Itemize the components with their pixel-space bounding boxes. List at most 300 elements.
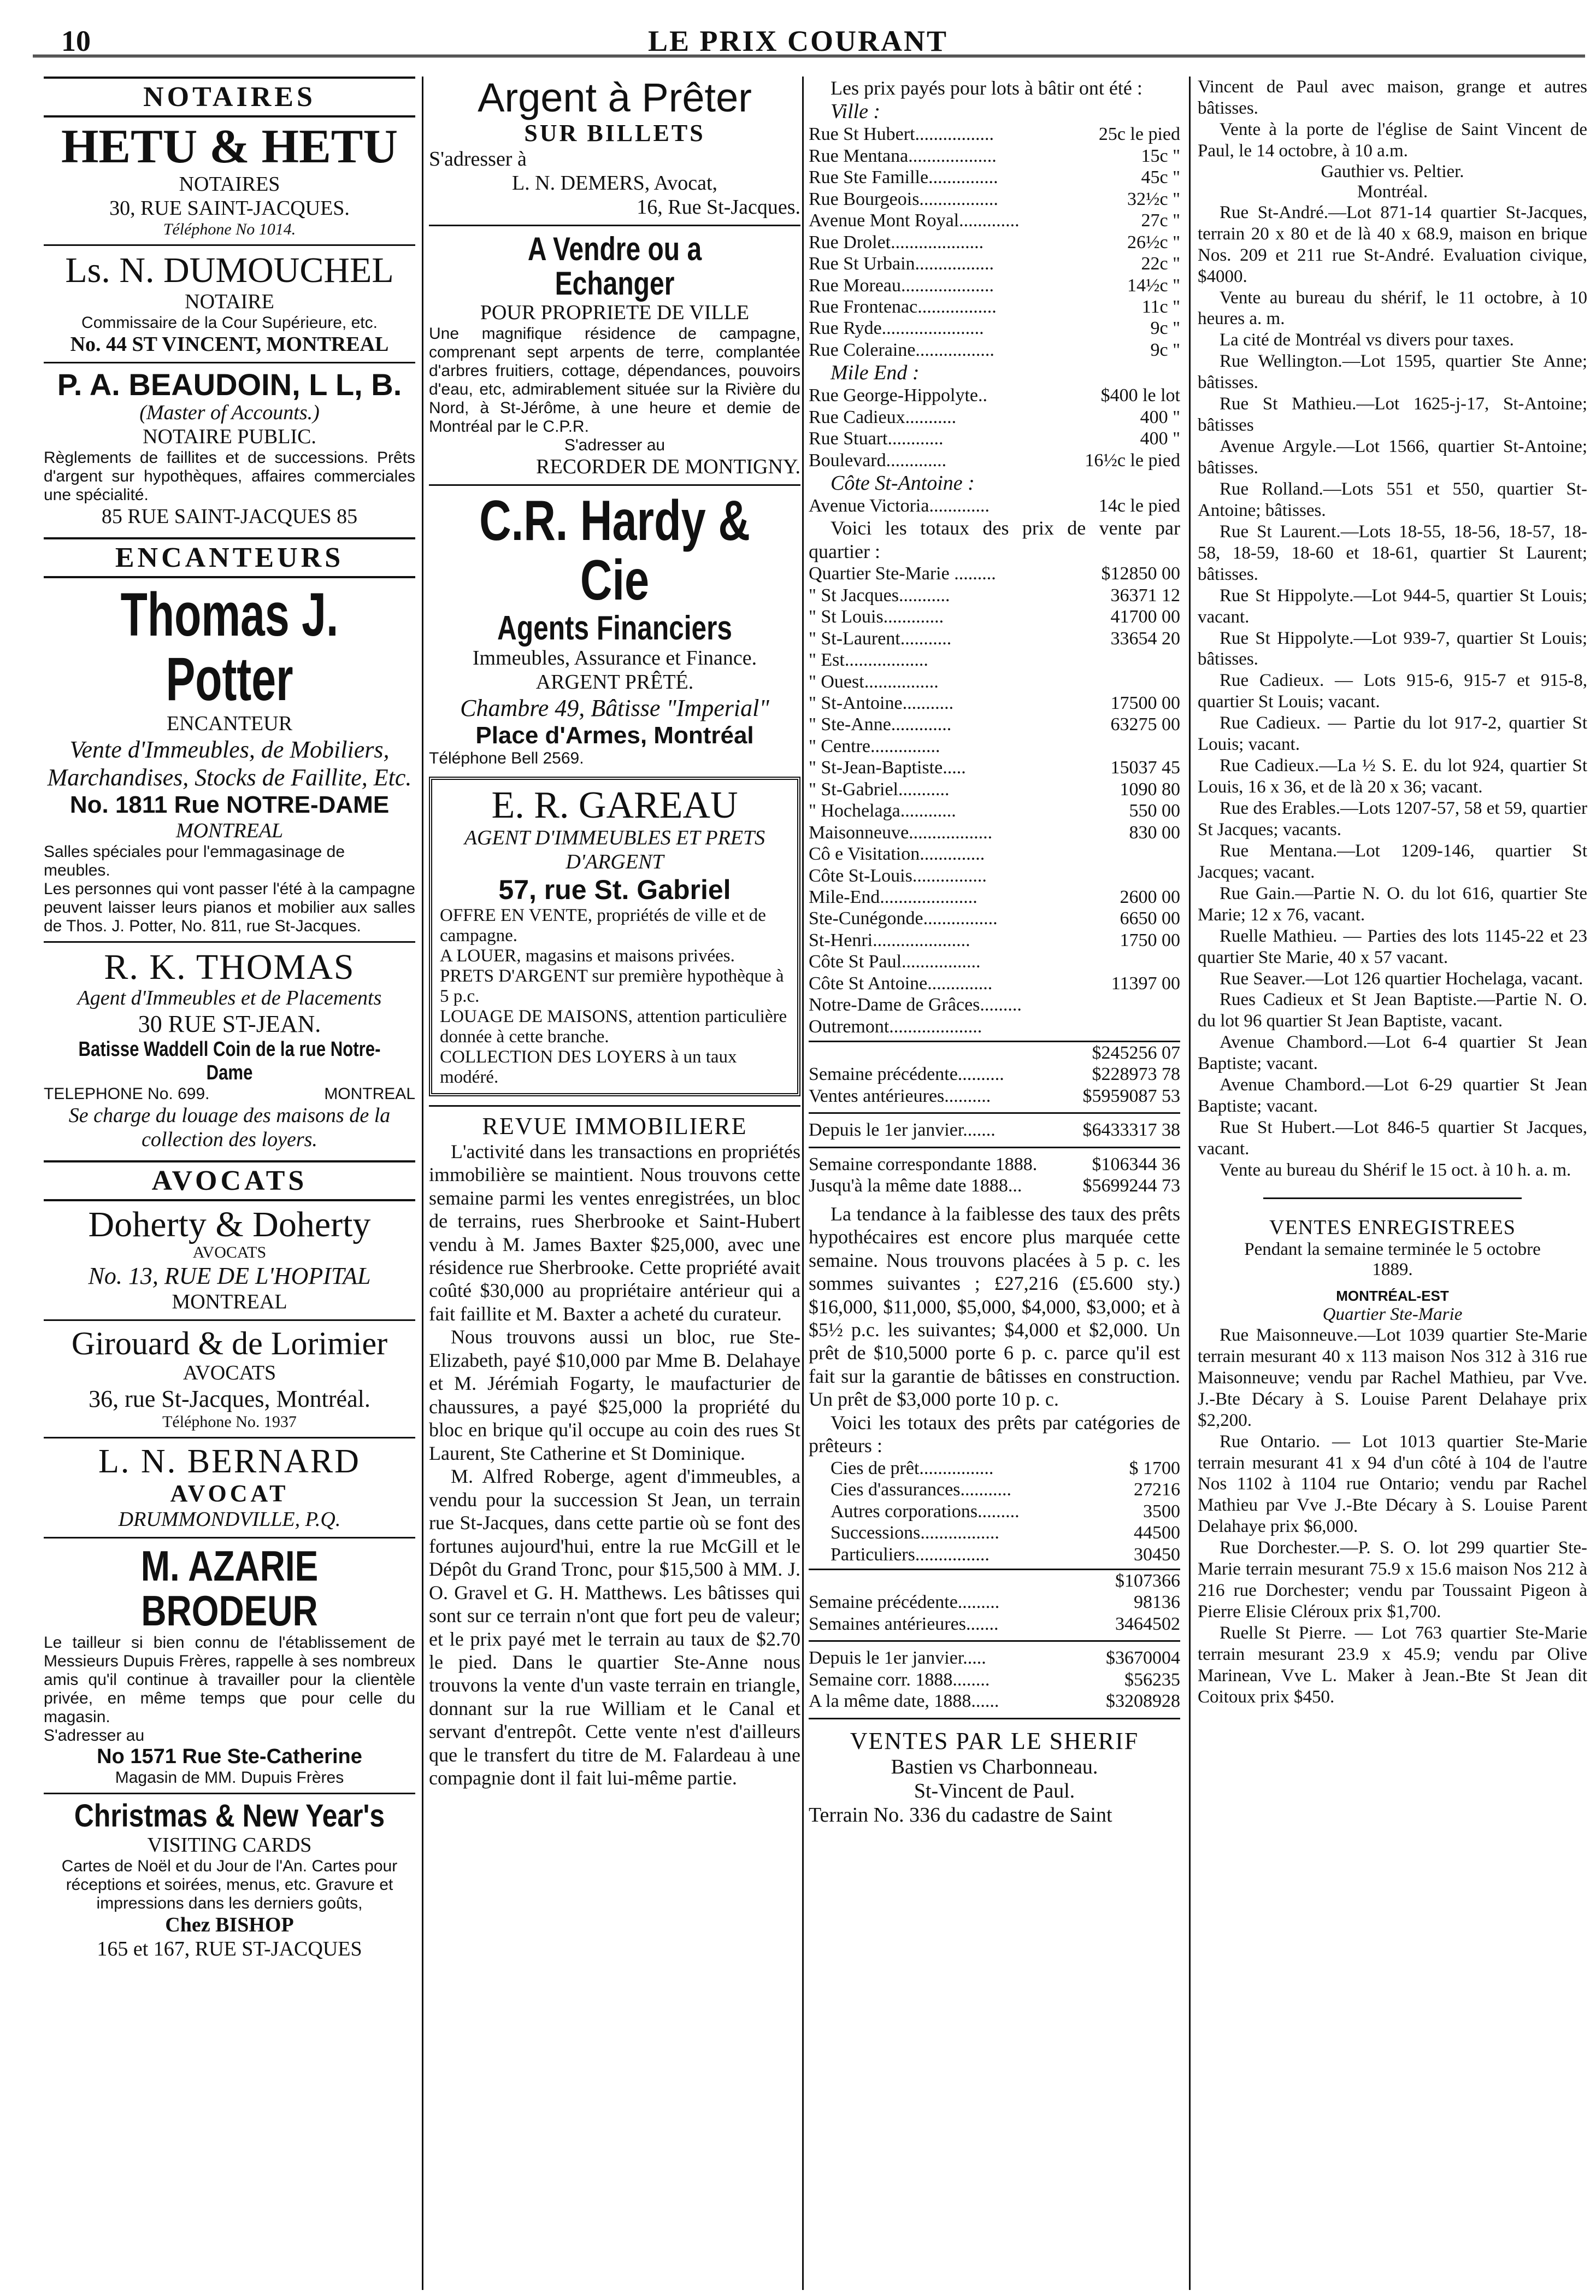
ad-text: AVOCAT [170, 1480, 289, 1507]
table-cell-label: " Ouest................ [809, 671, 939, 692]
table-row [809, 822, 1180, 843]
table-row [809, 189, 1180, 210]
table-cell-label: Outremont.................... [809, 1016, 982, 1037]
article-text: Montréal. [1357, 181, 1428, 202]
table-label: Côte St-Antoine : [831, 472, 975, 495]
ad-text: 30 RUE ST-JEAN. [138, 1010, 321, 1037]
table-cell-value: 11397 00 [1111, 973, 1180, 994]
divider [429, 225, 800, 226]
ad-text: NOTAIRE PUBLIC. [143, 425, 316, 449]
table-cell-label: Boulevard............. [809, 450, 947, 471]
table-cell-value: 3500 [1143, 1501, 1180, 1522]
table-prets-depuis [809, 1647, 1180, 1712]
ad-title-doherty: Doherty & Doherty [88, 1204, 371, 1244]
table-cell-value: 14½c " [1127, 275, 1180, 296]
table-row [809, 145, 1180, 167]
table-cell-label: " Hochelaga............ [809, 801, 956, 821]
article-text: Bastien vs Charbonneau. [891, 1755, 1098, 1778]
ad-text: 85 RUE SAINT-JACQUES 85 [101, 505, 358, 529]
ad-text: S'adresser à [429, 147, 527, 171]
list-item: Rue Gain.—Partie N. O. du lot 616, quartier Ste Marie; 12 x 76, vacant. [1198, 883, 1587, 925]
ad-text: L. N. DEMERS, Avocat, [511, 171, 718, 195]
table-row [809, 843, 1180, 865]
ad-text: Salles spéciales pour l'emmagasinage de meubles. [44, 842, 345, 879]
table-cell-label: " Est.................. [809, 650, 928, 671]
table-row [831, 1544, 1180, 1565]
ad-text: SUR BILLETS [524, 119, 705, 146]
table-total: $107366 [1115, 1571, 1180, 1591]
table-cell-label: Ventes antérieures.......... [809, 1085, 991, 1106]
ad-text: LOUAGE DE MAISONS, attention particulière donnée à cette branche. [440, 1006, 787, 1047]
table-cell-label: Mile-End..................... [809, 886, 977, 907]
table-cell-value: 17500 00 [1110, 693, 1180, 714]
ad-text: Se charge du louage des maisons de la collection des loyers. [68, 1103, 391, 1151]
ad-box-gareau [429, 777, 800, 1096]
article-text: Gauthier vs. Peltier. [1321, 161, 1464, 181]
table-row [809, 1041, 1180, 1064]
list-item: Rue Ontario. — Lot 1013 quartier Ste-Marie terrain mesurant 41 x 94 d'un côté à 104 de l'autre Nos 1102 à 1104 rue Ontario; vendu par Rachel Mathieu par Vve J.-Bte Décary à S. Louise Parent Delahaye prix $6,000. [1198, 1431, 1587, 1537]
ad-text: TELEPHONE No. 699. [44, 1084, 210, 1103]
divider [44, 941, 415, 943]
section-heading-avocats: AVOCATS [44, 1160, 415, 1201]
table-cell-value: 14c le pied [1098, 496, 1180, 516]
table-cell-value: 33654 20 [1110, 628, 1180, 649]
table-cell-value: 1750 00 [1120, 930, 1180, 950]
article-paragraph: Voici les totaux des prix de vente par quartier : [809, 517, 1180, 562]
table-cell-value: 32½c " [1127, 189, 1180, 209]
article-paragraph: M. Alfred Roberge, agent d'immeubles, a vendu pour la succession St Jean, un terrain rue St-Jacques, dans cette partie où se font des fortunes aujourd'hui, entre la rue McGill et le Dépôt du Grand Tronc, pour $15,500 à MM. J. O. Gravel et G. H. Matthews. Les bâtisses qui sont sur ce terrain n'ont que fort peu de valeur; et le prix payé met le terrain au taux de $2.70 le pied. Dans le quartier Ste-Anne nous trouvons la vente d'un vaste terrain en triangle, donnant sur la rue William et le Canal et servant d'entrepôt. Cette vente n'est d'ailleurs que le transfert du titre de M. Falardeau à une compagnie dont il fait lui-même partie. [429, 1465, 800, 1789]
ad-text: Téléphone No. 1937 [162, 1413, 297, 1431]
table-cell-value: 15c " [1141, 145, 1180, 166]
table-cell-label: " St-Gabriel........... [809, 779, 950, 800]
table-cell-label: " Ste-Anne............. [809, 714, 952, 735]
ad-text: AGENT D'IMMEUBLES ET PRETS D'ARGENT [464, 826, 765, 873]
table-cell-value: $56235 [1124, 1669, 1180, 1690]
divider [44, 1437, 415, 1438]
list-item: Rue Wellington.—Lot 1595, quartier Ste Anne; bâtisses. [1198, 351, 1587, 393]
table-row [831, 1501, 1180, 1522]
table-cell-value: 6650 00 [1120, 908, 1180, 929]
table-cell-label: Depuis le 1er janvier....... [809, 1120, 996, 1141]
list-item: Rues Cadieux et St Jean Baptiste.—Partie N. O. du lot 96 quartier St Jean Baptiste, vacant. [1198, 990, 1587, 1031]
article-paragraph: Nous trouvons aussi un bloc, rue Ste-Elizabeth, payé $10,000 par Mme B. Delahaye et M. Jérémiah Fogarty, le maufacturier de chaussures, a payé $25,000 la propriété du bloc en brique qu'il occupe au coin des rues St Laurent, Ste Catherine et St Dominique. [429, 1326, 800, 1464]
table-cell-value: 25c le pied [1098, 124, 1180, 145]
table-row [809, 736, 1180, 757]
list-item: Rue St Mathieu.—Lot 1625-j-17, St-Antoine; bâtisses [1198, 394, 1587, 436]
ad-title-dumouchel: Ls. N. DUMOUCHEL [65, 250, 394, 291]
table-cell-value: 26½c " [1127, 232, 1180, 252]
list-item: Rue St Hubert.—Lot 846-5 quartier St Jacques, vacant. [1198, 1118, 1587, 1159]
divider [809, 1112, 1180, 1114]
table-row [809, 232, 1180, 253]
ad-text: Téléphone No 1014. [163, 220, 296, 239]
table-cell-label: St-Henri..................... [809, 930, 970, 950]
divider [44, 1537, 415, 1539]
article-paragraph: Vincent de Paul avec maison, grange et autres bâtisses. [1198, 77, 1587, 118]
ad-text: Règlements de faillites et de successions. Prêts d'argent sur hypothèques, affaires commerciales une spécialité. [44, 449, 415, 504]
registered-sales [1198, 1325, 1587, 1708]
table-row [809, 1064, 1180, 1085]
ad-text: No. 13, RUE DE L'HOPITAL [88, 1262, 371, 1290]
table-cell-value: 45c " [1141, 167, 1180, 188]
divider [429, 484, 800, 486]
table-cell-value: 27c " [1141, 210, 1180, 231]
table-cell-value: 41700 00 [1110, 607, 1180, 627]
table-cell-value: 16½c le pied [1085, 450, 1180, 471]
ad-title-vendre: A Vendre ou a Echanger [527, 230, 702, 302]
table-row [809, 296, 1180, 318]
table-row [809, 757, 1180, 778]
table-row [809, 318, 1180, 339]
article-paragraph: Voici les totaux des prêts par catégories de prêteurs : [809, 1411, 1180, 1457]
ad-text: AVOCATS [192, 1243, 267, 1262]
list-item: Rue St Laurent.—Lots 18-55, 18-56, 18-57, 18-58, 18-59, 18-60 et 18-61, quartier St Laurent; bâtisses. [1198, 521, 1587, 584]
list-item: Rue St-André.—Lot 871-14 quartier St-Jacques, terrain 20 x 80 et de là 40 x 68.9, maison en brique Nos. 209 et 211 rue St-André. Evaluation civique, $4000. [1198, 202, 1587, 286]
table-row [809, 1569, 1180, 1592]
ad-text: AVOCATS [182, 1361, 276, 1385]
table-sums [809, 1064, 1180, 1107]
table-cell-value: 400 " [1140, 428, 1180, 449]
article-paragraph: Vente à la porte de l'église de Saint Vincent de Paul, le 14 octobre, à 10 a.m. [1198, 119, 1587, 161]
table-cell-label: Rue Ste Famille............... [809, 167, 998, 188]
ad-text: 16, Rue St-Jacques. [637, 195, 800, 219]
table-cell-label: " St-Antoine........... [809, 693, 954, 714]
table-row [809, 1016, 1180, 1037]
ad-text: Téléphone Bell 2569. [429, 749, 584, 768]
table-total: $245256 07 [1092, 1043, 1180, 1064]
table-cell-value: 98136 [1134, 1592, 1180, 1613]
table-row [809, 495, 1180, 516]
list-item: La cité de Montréal vs divers pour taxes. [1220, 330, 1514, 350]
ad-title-thomas: R. K. THOMAS [104, 947, 355, 987]
article-paragraph: L'activité dans les transactions en propriétés immobilière se maintient. Nous trouvons cette semaine parmi les ventes enregistrées, un bloc de terrains, rues Sherbrooke et Saint-Hubert vendu à M. James Baxter $25,000, avec une résidence rue Sherbrooke. Cette propriété avait coûté $30,000 au propriétaire antérieur qui a fait faillite et M. Baxter a acheté du curateur. [429, 1140, 800, 1325]
divider [44, 244, 415, 246]
table-row [809, 649, 1180, 671]
table-cell-label: Rue Stuart............ [809, 428, 944, 449]
ad-text: Cartes de Noël et du Jour de l'An. Cartes pour réceptions et soirées, menus, etc. Gravure et impressions dans les derniers goûts, [61, 1857, 398, 1913]
table-cell-value: $6433317 38 [1082, 1120, 1180, 1141]
table-cell-value: $3208928 [1106, 1691, 1180, 1712]
table-prets-sums [809, 1592, 1180, 1635]
ad-text: RECORDER DE MONTIGNY. [536, 455, 800, 478]
table-row [809, 628, 1180, 649]
table-cell-label: Côte St-Louis................ [809, 865, 987, 886]
table-cell-value: $3670004 [1106, 1648, 1180, 1669]
ad-text: Chambre 49, Bâtisse "Imperial" [460, 695, 769, 722]
ad-text: Batisse Waddell Coin de la rue Notre-Dame [78, 1037, 381, 1084]
table-row [809, 428, 1180, 449]
table-cell-value: $12850 00 [1101, 563, 1180, 584]
table-cell-label: Rue George-Hippolyte.. [809, 385, 988, 406]
table-cell-label: Ste-Cunégonde................ [809, 908, 998, 929]
list-item: Rue Cadieux.—La ½ S. E. du lot 924, quartier St Louis, 16 x 36, et de là 20 x 36; vacant. [1198, 756, 1587, 797]
table-label: Mile End : [831, 361, 920, 385]
list-item: Vente au bureau du Shérif le 15 oct. à 10 h. a. m. [1220, 1160, 1571, 1180]
divider [44, 1793, 415, 1794]
table-cell-label: Rue Coleraine................. [809, 339, 994, 360]
ad-text: POUR PROPRIETE DE VILLE [480, 301, 750, 324]
table-cell-label: Rue St Hubert................. [809, 124, 994, 145]
table-cell-label: Cies de prêt................ [831, 1458, 994, 1478]
article-paragraph: Les prix payés pour lots à bâtir ont été : [831, 77, 1142, 99]
table-row [809, 210, 1180, 231]
table-cell-label: Notre-Dame de Grâces......... [809, 995, 1022, 1015]
ad-text: MONTREAL [175, 819, 284, 842]
table-cell-label: " St Jacques........... [809, 585, 950, 606]
ad-text: Commissaire de la Cour Supérieure, etc. [81, 313, 378, 332]
ad-title-beaudoin: P. A. BEAUDOIN, L L, B. [57, 367, 402, 402]
table-cell-value: 3464502 [1115, 1613, 1180, 1634]
table-cell-label: Particuliers................ [831, 1544, 990, 1565]
column-divider [1189, 77, 1191, 2290]
table-cell-value: 9c " [1150, 318, 1180, 339]
table-row [809, 1690, 1180, 1712]
ad-text: Place d'Armes, Montréal [475, 722, 754, 749]
table-row [809, 1669, 1180, 1690]
table-cell-value: $106344 36 [1092, 1154, 1180, 1175]
ad-text: Une magnifique résidence de campagne, comprenant sept arpents de terre, complantée d'arbres fruitiers, cottage, dépendances, pouvoirs d'eau, etc, admirablement située sur la Rivière du Nord, à St-Jérôme, à une heure et demie de Montréal par le C.P.R. [429, 324, 800, 436]
table-cell-label: Semaine précédente.......... [809, 1064, 1004, 1085]
table-cell-value: 1090 80 [1120, 779, 1180, 800]
table-cell-value: 22c " [1141, 254, 1180, 274]
table-cell-label: Côte St Paul................. [809, 952, 981, 972]
table-row [809, 714, 1180, 735]
table-row [809, 407, 1180, 428]
table-row [809, 692, 1180, 714]
table-row [809, 930, 1180, 951]
divider [429, 1105, 800, 1107]
ad-text: DRUMMONDVILLE, P.Q. [118, 1508, 341, 1531]
table-cell-value: 44500 [1134, 1523, 1180, 1543]
table-quartiers [809, 563, 1180, 1037]
table-cell-label: Semaine corr. 1888........ [809, 1669, 990, 1690]
table-prets [809, 1458, 1180, 1565]
section-heading-notaires: NOTAIRES [44, 77, 415, 118]
table-cell-label: Rue Frontenac................. [809, 296, 997, 317]
table-row [809, 1592, 1180, 1613]
article-heading: VENTES ENREGISTREES [1269, 1215, 1516, 1239]
table-cell-label: Rue Mentana................... [809, 145, 997, 166]
table-cell-label: A la même date, 1888...... [809, 1691, 999, 1712]
sheriff-entries [1198, 202, 1587, 1181]
ad-line [44, 1085, 415, 1103]
table-cell-label: Rue St Urbain................. [809, 254, 994, 274]
ad-text: Vente d'Immeubles, de Mobiliers, Marchandises, Stocks de Faillite, Etc. [47, 736, 412, 791]
article-heading: REVUE IMMOBILIERE [482, 1112, 747, 1140]
table-cell-value: $400 le lot [1100, 385, 1180, 406]
table-row [809, 585, 1180, 606]
table-cell-label: " Centre............... [809, 736, 940, 756]
table-cell-value: $ 1700 [1129, 1458, 1180, 1478]
ad-text: 36, rue St-Jacques, Montréal. [89, 1385, 370, 1413]
table-row [831, 1458, 1180, 1479]
table-row [809, 908, 1180, 929]
table-mile-end [809, 385, 1180, 471]
table-row [831, 1479, 1180, 1500]
table-row [809, 779, 1180, 800]
table-cell-label: Cies d'assurances........... [831, 1479, 1011, 1500]
table-row [809, 1647, 1180, 1669]
divider [1263, 1197, 1522, 1199]
table-cell-label: Successions................. [831, 1523, 999, 1543]
table-row [809, 339, 1180, 361]
table-cell-value: $5959087 53 [1082, 1085, 1180, 1106]
ad-title-christmas: Christmas & New Year's [74, 1798, 385, 1834]
table-row [809, 886, 1180, 908]
table-cell-value: 550 00 [1129, 801, 1180, 821]
ad-text: NOTAIRE [185, 290, 274, 313]
table-row [809, 167, 1180, 188]
ad-text: VISITING CARDS [147, 1834, 312, 1857]
list-item: Rue Cadieux. — Lots 915-6, 915-7 et 915-8, quartier St Louis; vacant. [1198, 671, 1587, 712]
table-cell-label: Avenue Victoria............. [809, 496, 990, 516]
ad-title-gareau: E. R. GAREAU [491, 784, 738, 827]
table-cell-label: Semaine précédente......... [809, 1592, 1000, 1613]
ad-text: S'adresser au [44, 1727, 145, 1745]
article-text: Quartier Ste-Marie [1322, 1304, 1463, 1324]
table-cell-label: Jusqu'à la même date 1888... [809, 1176, 1022, 1196]
ad-title-potter: Thomas J. Potter [120, 580, 339, 714]
divider [809, 1718, 1180, 1719]
header-rule [33, 55, 1585, 57]
table-cote [809, 495, 1180, 516]
table-row [809, 275, 1180, 296]
table-row [809, 385, 1180, 406]
table-label: Ville : [831, 100, 881, 124]
table-cell-label: Rue Bourgeois................. [809, 189, 998, 209]
column-2 [423, 77, 806, 2290]
list-item: Rue St Hippolyte.—Lot 939-7, quartier St Louis; bâtisses. [1198, 628, 1587, 670]
ad-title-hardy: C.R. Hardy & Cie [479, 489, 750, 612]
table-cell-label: Autres corporations......... [831, 1501, 1020, 1522]
list-item: Rue Seaver.—Lot 126 quartier Hochelaga, vacant. [1220, 968, 1583, 989]
ad-text: ARGENT PRÊTÉ. [535, 671, 694, 694]
ad-title-argent: Argent à Prêter [478, 77, 752, 120]
table-cell-value: 15037 45 [1110, 757, 1180, 778]
table-cell-label: Rue Ryde...................... [809, 318, 984, 339]
table-row [809, 1119, 1180, 1141]
article-heading: VENTES PAR LE SHERIF [850, 1727, 1139, 1754]
column-1 [44, 77, 421, 2290]
ad-title-hetu: HETU & HETU [61, 120, 398, 173]
list-item: Rue des Erables.—Lots 1207-57, 58 et 59, quartier St Jacques; vacants. [1198, 798, 1587, 839]
table-row [809, 865, 1180, 886]
ad-text: No 1571 Rue Ste-Catherine [97, 1745, 362, 1769]
divider [809, 1147, 1180, 1148]
article-text: MONTRÉAL-EST [1336, 1287, 1449, 1304]
list-item: Ruelle Mathieu. — Parties des lots 1145-22 et 23 quartier Ste Marie, 40 x 57 vacant. [1198, 926, 1587, 967]
list-item: Avenue Chambord.—Lot 6-29 quartier St Jean Baptiste; vacant. [1198, 1075, 1587, 1117]
table-cell-label: Semaines antérieures....... [809, 1613, 999, 1634]
table-cell-label: Rue Cadieux........... [809, 407, 957, 427]
list-item: Avenue Argyle.—Lot 1566, quartier St-Antoine; bâtisses. [1198, 437, 1587, 478]
table-correspondante [809, 1154, 1180, 1197]
table-cell-label: Rue Drolet.................... [809, 232, 984, 252]
newspaper-title: LE PRIX COURANT [647, 25, 949, 57]
ad-text: Agent d'Immeubles et de Placements [77, 986, 382, 1009]
ad-text: Immeubles, Assurance et Finance. [472, 647, 757, 670]
table-cell-value: 400 " [1140, 407, 1180, 427]
column-3 [803, 77, 1186, 2290]
table-cell-value: 30450 [1134, 1544, 1180, 1565]
article-text: St-Vincent de Paul. [914, 1779, 1075, 1802]
ad-text: COLLECTION DES LOYERS à un taux modéré. [440, 1047, 737, 1087]
table-row [809, 973, 1180, 994]
list-item: Rue St Hippolyte.—Lot 944-5, quartier St Louis; vacant. [1198, 585, 1587, 627]
ad-title-brodeur: M. AZARIE BRODEUR [140, 1542, 319, 1635]
table-row [809, 124, 1180, 145]
list-item: Ruelle St Pierre. — Lot 763 quartier Ste-Marie terrain mesurant 23.9 x 45.9; vendu par Olive Marinean, Vve L. Maker à Jean.-Bte St Jean dit Coitoux prix $450. [1198, 1623, 1587, 1707]
ad-text: MONTREAL [324, 1084, 415, 1103]
table-row [809, 671, 1180, 692]
ad-text: ENCANTEUR [166, 712, 293, 735]
list-item: Rue Dorchester.—P. S. O. lot 299 quartier Ste-Marie terrain mesurant 75.9 x 15.6 maison Nos 212 à 216 rue Dorchester; vendu par Toussaint Pigeon à Pierre Elisie Cléroux prix $1,700. [1198, 1538, 1587, 1622]
ad-text: MONTREAL [172, 1290, 287, 1314]
ad-text: Le tailleur si bien connu de l'établissement de Messieurs Dupuis Frères, rappelle à ses nombreux amis qu'il continue à travailler pour la clientèle privée, en même temps que pour celle du magasin. [44, 1634, 415, 1727]
article-paragraph: La tendance à la faiblesse des taux des prêts hypothécaires est encore plus marquée cette semaine. Nous trouvons placées à 5 p. c. les sommes suivantes ; £27,216 (£5.600 sty.) $16,000, $11,000, $5,000, $4,000, $3,000; et à $5½ p.c. les suivantes; $4,000 et $2,000. Un prêt de $10,5000 porte 6 p. c. parce qu'il est fait sur la garantie de bâtisses en construction. Un prêt de $3,000 porte 10 p. c. [809, 1202, 1180, 1411]
table-cell-label: Avenue Mont Royal............. [809, 210, 1020, 231]
table-row [809, 253, 1180, 274]
section-heading-encanteurs: ENCANTEURS [44, 537, 415, 578]
ad-text: Chez BISHOP [165, 1913, 294, 1937]
table-cell-value: 830 00 [1129, 822, 1180, 843]
ad-text: 165 et 167, RUE ST-JACQUES [97, 1937, 362, 1961]
list-item: Vente au bureau du shérif, le 11 octobre, à 10 heures a. m. [1198, 287, 1587, 329]
table-row [809, 563, 1180, 584]
list-item: Rue Maisonneuve.—Lot 1039 quartier Ste-Marie terrain mesurant 40 x 113 maison Nos 312 à 316 rue Maisonneuve; vendu par Rachel Mathieu, par Vve. J.-Bte Décary à S. Louise Parent Delahaye prix $2,200. [1198, 1325, 1587, 1430]
article-text: Terrain No. 336 du cadastre de Saint [809, 1803, 1112, 1827]
divider [809, 1640, 1180, 1642]
table-cell-label: Depuis le 1er janvier..... [809, 1648, 986, 1669]
ad-text: OFFRE EN VENTE, propriétés de ville et de campagne. [440, 905, 766, 946]
table-cell-label: Côte St Antoine.............. [809, 973, 993, 994]
ad-title-bernard: L. N. BERNARD [98, 1443, 361, 1481]
ad-text: A LOUER, magasins et maisons privées. [440, 946, 735, 966]
page-number: 10 [61, 25, 91, 57]
ad-text: Magasin de MM. Dupuis Frères [115, 1769, 344, 1787]
table-row [809, 1613, 1180, 1635]
table-depuis [809, 1119, 1180, 1141]
table-cell-label: Maisonneuve.................. [809, 822, 993, 843]
table-cell-label: " St-Laurent........... [809, 628, 952, 649]
table-row [809, 800, 1180, 821]
ad-title-girouard: Girouard & de Lorimier [71, 1325, 388, 1362]
divider [44, 362, 415, 363]
ad-text: 30, RUE SAINT-JACQUES. [109, 197, 350, 220]
ad-text: PRETS D'ARGENT sur première hypothèque à 5 p.c. [440, 966, 784, 1006]
ad-text: No. 1811 Rue NOTRE-DAME [69, 791, 390, 818]
page-header [0, 0, 1596, 60]
ad-text: (Master of Accounts.) [139, 401, 320, 425]
column-4 [1191, 77, 1587, 2290]
table-cell-value: 11c " [1141, 296, 1180, 317]
table-row [831, 1522, 1180, 1543]
table-cell-value: 36371 12 [1110, 585, 1180, 606]
list-item: Rue Cadieux. — Partie du lot 917-2, quartier St Louis; vacant. [1198, 713, 1587, 755]
table-cell-label: Semaine correspondante 1888. [809, 1154, 1038, 1175]
list-item: Avenue Chambord.—Lot 6-4 quartier St Jean Baptiste; vacant. [1198, 1032, 1587, 1074]
list-item: Rue Mentana.—Lot 1209-146, quartier St Jacques; vacant. [1198, 841, 1587, 882]
ad-text: NOTAIRES [179, 173, 280, 196]
table-cell-value: 27216 [1134, 1479, 1180, 1500]
ad-text: No. 44 ST VINCENT, MONTREAL [70, 332, 389, 356]
table-ville [809, 124, 1180, 361]
ad-subtitle: Agents Financiers [497, 609, 732, 648]
table-cell-value: $5699244 73 [1082, 1176, 1180, 1196]
table-row [809, 1175, 1180, 1196]
divider [44, 1319, 415, 1321]
table-cell-label: " St Louis............. [809, 607, 944, 627]
